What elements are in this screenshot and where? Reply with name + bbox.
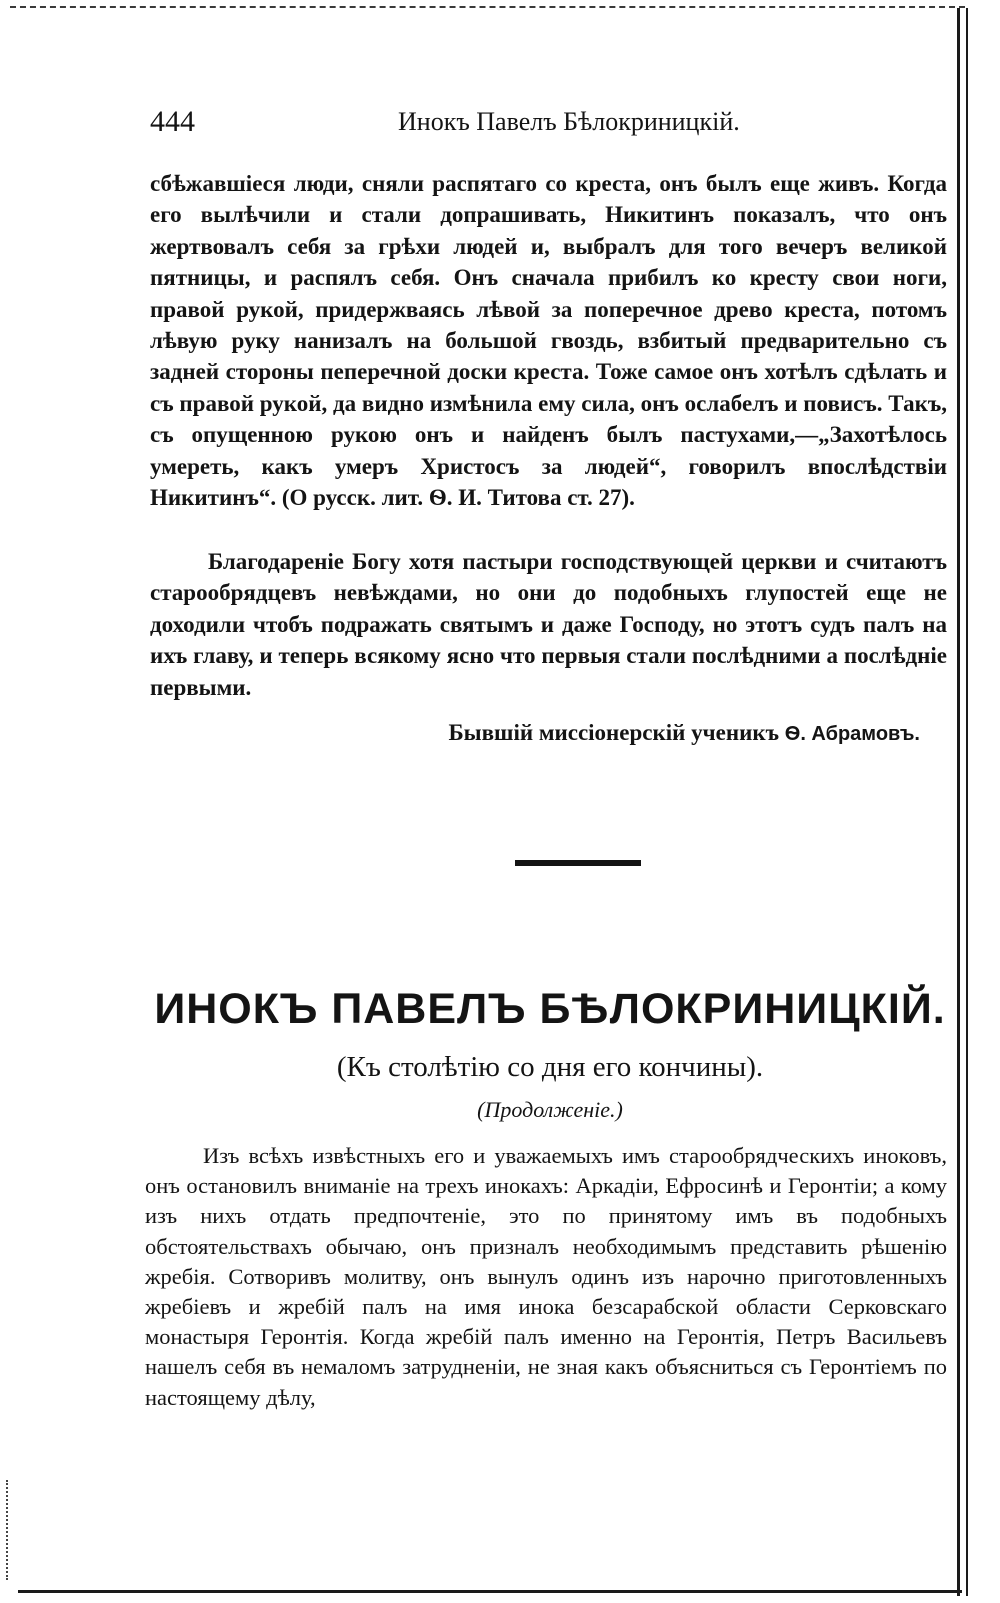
previous-article-paragraph-1 xyxy=(150,168,947,513)
signature xyxy=(150,718,920,749)
page-number: 444 xyxy=(150,105,195,138)
article-paragraph-1 xyxy=(145,1141,947,1413)
signature-name: Ѳ. Абрамовъ. xyxy=(784,723,920,745)
paragraph-text: сбѣжавшіеся люди, сняли распятаго со креста, онъ былъ еще живъ. Когда его вылѣчили и стали допрашивать, Никитинъ показалъ, что онъ жертвовалъ себя за грѣхи людей и, выбралъ для того вечеръ великой пятницы, и распялъ себя. Онъ сначала прибилъ ко кресту свои ноги, правой рукой, придержваясь лѣвой за поперечное древо креста, потомъ лѣвую руку нанизалъ на большой гвоздь, взбитый предварительно съ задней стороны пеперечной доски креста. Тоже самое онъ хотѣлъ сдѣлать и съ правой рукой, да видно измѣнила ему сила, онъ ослабелъ и повисъ. Такъ, съ опущенною рукою онъ и найденъ былъ пастухами,—„Захотѣлось умереть, какъ умеръ Христосъ за людей“, говорилъ впослѣдствіи Никитинъ“. (О русск. лит. Ѳ. И. Титова ст. 27). xyxy=(150,171,947,511)
article-subtitle: (Къ столѣтію со дня его кончины). xyxy=(336,1051,764,1083)
paragraph-text: Изъ всѣхъ извѣстныхъ его и уважаемыхъ имъ старообрядческихъ иноковъ, онъ остановилъ вниманіе на трехъ инокахъ: Аркадіи, Ефросинѣ и Геронтіи; а кому изъ нихъ отдать предпочтеніе, это по принятому имъ въ подобныхъ обстоятельствахъ обычаю, онъ призналъ необходимымъ представить рѣшенію жребія. Сотворивъ молитву, онъ вынулъ одинъ изъ нарочно приготовленныхъ жребіевъ и жребій палъ на имя инока безсарабской области Серковскаго монастыря Геронтія. Когда жребій палъ именно на Геронтія, Петръ Васильевъ нашелъ себя въ немаломъ затрудненіи, не зная какъ объясниться съ Геронтіемъ по настоящему дѣлу, xyxy=(145,1143,947,1410)
section-divider xyxy=(515,860,641,866)
paragraph-text: Благодареніе Богу хотя пастыри господствующей церкви и считаютъ старообрядцевъ невѣждами, но они до подобныхъ глупостей еще не доходили чтобъ подражать святымъ и даже Господу, но этотъ судъ палъ на ихъ главу, и теперь всякому ясно что первыя стали послѣдними а послѣдніе первыми. xyxy=(150,549,947,700)
scan-border-bottom xyxy=(18,1590,962,1593)
signature-prefix: Бывшій миссіонерскій ученикъ xyxy=(448,720,780,745)
previous-article-paragraph-2 xyxy=(150,546,947,703)
article-title: ИНОКЪ ПАВЕЛЪ БѢЛОКРИНИЦКІЙ. xyxy=(154,985,946,1033)
scan-border-right xyxy=(957,8,968,1596)
running-head xyxy=(150,104,950,140)
running-title: Инокъ Павелъ Бѣлокриницкій. xyxy=(398,107,740,136)
scan-border-left xyxy=(6,1480,8,1580)
article-continuation-note: (Продолженіе.) xyxy=(477,1097,623,1122)
scan-border-top xyxy=(10,6,965,8)
